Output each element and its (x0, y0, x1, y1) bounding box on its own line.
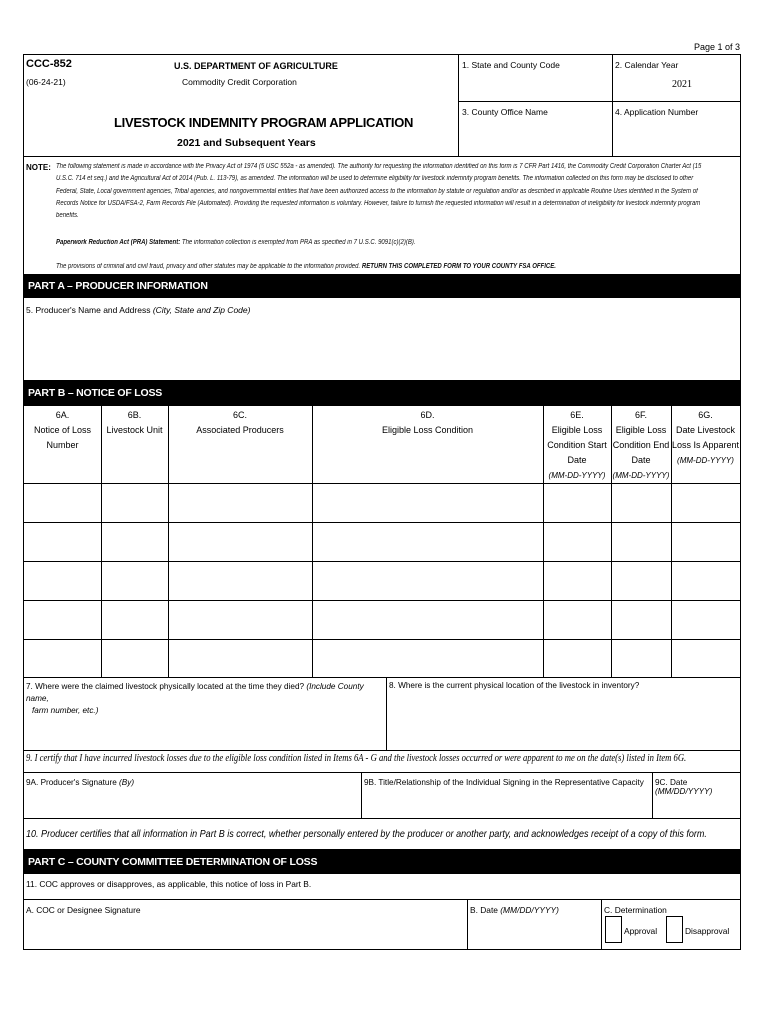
livestock-death-location-field[interactable]: 7. Where were the claimed livestock physically located at the time they died? (Include County name, farm number, etc.) (26, 682, 364, 715)
calendar-year-label: 2. Calendar Year (615, 60, 679, 70)
agency-name: U.S. DEPARTMENT OF AGRICULTURE (174, 61, 338, 71)
coc-approval-statement: 11. COC approves or disapproves, as applicable, this notice of loss in Part B. (26, 879, 312, 889)
col-notice-of-loss-number: 6A. Notice of Loss Number (33, 410, 92, 450)
producer-name-address-field[interactable]: 5. Producer's Name and Address (City, State and Zip Code) (26, 305, 251, 315)
county-office-name-label: 3. County Office Name (462, 107, 548, 117)
coc-date-field[interactable]: B. Date (MM/DD/YYYY) (470, 905, 559, 915)
form-subtitle: 2021 and Subsequent Years (177, 137, 316, 149)
col-associated-producers: 6C. Associated Producers (196, 410, 284, 435)
col-livestock-unit: 6B. Livestock Unit (106, 410, 163, 435)
part-b-heading: PART B – NOTICE OF LOSS (24, 380, 740, 406)
determination-label: C. Determination (604, 905, 667, 915)
title-relationship-field[interactable]: 9B. Title/Relationship of the Individual Signing in the Representative Capacity (364, 778, 644, 787)
producer-certification-statement: 10. Producer certifies that all information in Part B is correct, whether personally entered by the producer or another party, and acknowledges receipt of a copy of this form. (26, 828, 707, 840)
part-c-heading: PART C – COUNTY COMMITTEE DETERMINATION OF LOSS (24, 849, 740, 874)
coc-signature-field[interactable]: A. COC or Designee Signature (26, 905, 141, 915)
approval-label: Approval (624, 926, 658, 936)
livestock-current-location-field[interactable]: 8. Where is the current physical location of the livestock in inventory? (389, 681, 640, 690)
pra-statement: Paperwork Reduction Act (PRA) Statement: The information collection is exempted from PRA as specified in 7 U.S.C. 9091(c)(2)(B). (56, 239, 416, 246)
calendar-year-value: 2021 (672, 79, 692, 90)
state-county-code-label: 1. State and County Code (462, 60, 560, 70)
part-a-heading: PART A – PRODUCER INFORMATION (24, 274, 740, 298)
page-number: Page 1 of 3 (693, 42, 740, 52)
signature-date-field[interactable]: 9C. Date (MM/DD/YYYY) (655, 778, 713, 796)
col-condition-start-date: 6E. Eligible Loss Condition Start Date (MM-DD-YYYY) (547, 410, 607, 480)
form-title: LIVESTOCK INDEMNITY PROGRAM APPLICATION (114, 115, 414, 130)
form-date: (06-24-21) (26, 77, 66, 87)
disapproval-label: Disapproval (685, 926, 730, 936)
application-number-label: 4. Application Number (615, 107, 699, 117)
col-eligible-loss-condition: 6D. Eligible Loss Condition (381, 410, 474, 435)
disapproval-checkbox[interactable] (666, 916, 683, 943)
col-loss-apparent-date: 6G. Date Livestock Loss Is Apparent (MM-DD-YYYY) (671, 410, 740, 465)
sub-agency-name: Commodity Credit Corporation (182, 77, 297, 87)
form-number: CCC-852 (26, 58, 72, 70)
form-ccc-852 (23, 54, 741, 950)
certification-statement: 9. I certify that I have incurred livestock losses due to the eligible loss condition listed in Items 6A - G and the livestock losses occurred or were apparent to me on the date(s) listed in Item 6G. (26, 753, 687, 764)
producer-signature-field[interactable]: 9A. Producer's Signature (By) (26, 778, 135, 787)
approval-checkbox[interactable] (605, 916, 622, 943)
col-condition-end-date: 6F. Eligible Loss Condition End Date (MM-DD-YYYY) (612, 410, 670, 480)
privacy-act-note: The following statement is made in accordance with the Privacy Act of 1974 (5 USC 552a - as amended). The authority for requesting the information identified on this form is 7 CFR Part 1416, the Commodity Credit Corporation Charter Act (15 U.S.C. 714 et seq.) and the Agricultural Act of 2014 (Pub. L. 113-79), as amended. The information will be used to determine eligibility for livestock indemnity program benefits. The information collected on this form may be disclosed to other Federal, State, Local government agencies, Tribal agencies, and nongovernmental entities that have been authorized access to the information by statute or regulation and/or as described in applicable Routine Uses identified in the System of Records Notice for USDA/FSA-2, Farm Records File (Automated). Providing the requested information is voluntary. However, failure to furnish the requested information will result in a determination of ineligibility for livestock indemnity program benefits. (56, 163, 702, 220)
provisions-statement: The provisions of criminal and civil fraud, privacy and other statutes may be applicable to the information provided. RETURN THIS COMPLETED FORM TO YOUR COUNTY FSA OFFICE. (56, 263, 556, 270)
note-label: NOTE: (26, 163, 51, 172)
